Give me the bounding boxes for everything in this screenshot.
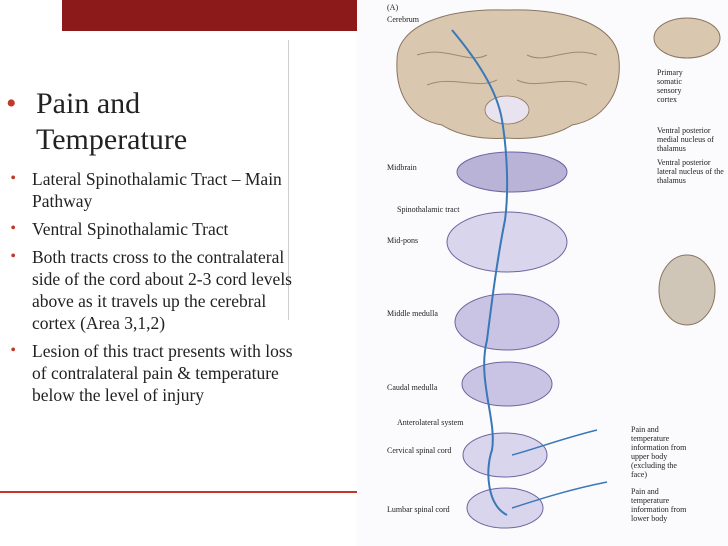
label-cerebrum: Cerebrum [387,15,419,24]
sub-bullet: • Lesion of this tract presents with loss of contralateral pain & temperature below the level of injury [0,340,370,406]
label-vpl: Ventral posterior lateral nucleus of the thalamus [657,158,724,185]
main-bullet-text: Pain and Temperature [36,87,188,156]
main-bullet [0,86,370,158]
sub-bullet: • Ventral Spinothalamic Tract [0,218,370,240]
inset-brain [654,18,720,58]
bullet-icon: • [10,248,16,265]
pons-section [447,212,567,272]
label-lumbar-cord: Lumbar spinal cord [387,505,450,514]
spinothalamic-figure [357,0,728,546]
label-mid-pons: Mid-pons [387,236,419,245]
label-cervical-cord: Cervical spinal cord [387,446,452,455]
label-caudal-medulla: Caudal medulla [387,383,438,392]
bullet-icon: • [10,170,16,187]
sub-bullet: • Both tracts cross to the contralateral side of the cord about 2-3 cord levels above as it travels up the cerebral cortex (Area 3,1,2) [0,246,370,334]
label-midbrain: Midbrain [387,163,417,172]
lumbar-cord-section [467,488,543,528]
inset-brainstem [659,255,715,325]
label-anterolateral-system: Anterolateral system [397,418,464,427]
medulla-section [455,294,559,350]
label-middle-medulla: Middle medulla [387,309,438,318]
label-primary-cortex: Primary somatic sensory cortex [657,68,683,104]
label-lower-body: Pain and temperature information from lower body [631,487,687,523]
panel-label: (A) [387,3,399,12]
bullet-icon: • [10,220,16,237]
sub-bullet: • Lateral Spinothalamic Tract – Main Pathway [0,168,370,212]
footer-accent-line [0,491,370,493]
label-upper-body: Pain and temperature information from upper body (excluding the face) [631,425,687,479]
midbrain-section [457,152,567,192]
slide-text [0,86,370,412]
sub-bullet-list [0,168,370,406]
label-spinothalamic-tract: Spinothalamic tract [397,205,460,214]
cervical-cord-section [463,433,547,477]
bullet-icon: • [6,87,17,120]
anatomy-diagram [357,0,728,546]
caudal-medulla-section [462,362,552,406]
bullet-icon: • [10,342,16,359]
label-vpm: Ventral posterior medial nucleus of thalamus [657,126,714,153]
